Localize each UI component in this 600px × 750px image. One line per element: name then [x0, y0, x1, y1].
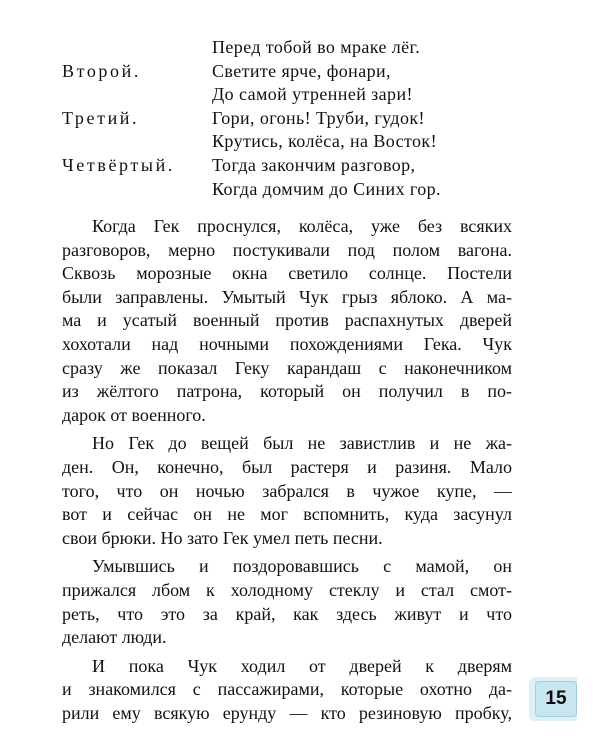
- text-line: рили ему всякую ерунду — кто резиновую пробку,: [62, 702, 512, 723]
- text-line: сразу же показал Геку карандаш с наконечником: [62, 357, 512, 378]
- verse-line: Крутись, колёса, на Восток!: [212, 131, 437, 152]
- paragraph-1: [62, 215, 512, 427]
- text-line: делают люди.: [62, 627, 167, 648]
- verse-row: [62, 60, 542, 84]
- verse-speaker: [62, 83, 212, 107]
- text-line: разговоров, мерно постукивали под полом вагона.: [62, 239, 512, 260]
- verse-row: [62, 83, 542, 107]
- verse-block: [62, 36, 542, 201]
- verse-line: Гори, огонь! Труби, гудок!: [212, 107, 425, 128]
- text-line: прижался лбом к холодному стеклу и стал смот-: [62, 579, 512, 600]
- text-line: хохотали над ночными похождениями Гека. Чук: [62, 333, 512, 354]
- verse-line: Тогда закончим разговор,: [212, 154, 416, 175]
- text-line: из жёлтого патрона, который он получил в по-: [62, 381, 512, 402]
- verse-speaker: [62, 178, 212, 202]
- paragraph-3: [62, 555, 512, 649]
- verse-line: Светите ярче, фонари,: [212, 60, 391, 81]
- text-line: были заправлены. Умытый Чук грыз яблоко. А ма-: [62, 286, 512, 307]
- text-line: реть, что это за край, как здесь живут и что: [62, 603, 512, 624]
- paragraph-4: [62, 655, 512, 726]
- text-line: и знакомился с пассажирами, которые охотно да-: [62, 679, 512, 700]
- verse-line: Перед тобой во мраке лёг.: [212, 37, 421, 57]
- verse-speaker: [62, 36, 212, 60]
- text-line: Умывшись и поздоровавшись с мамой, он: [92, 556, 512, 577]
- verse-row: [62, 130, 542, 154]
- text-line: Сквозь морозные окна светило солнце. Постели: [62, 263, 512, 284]
- text-line: Но Гек до вещей был не завистлив и не жа-: [92, 433, 512, 454]
- verse-row: [62, 178, 542, 202]
- verse-line: До самой утренней зари!: [212, 84, 413, 105]
- text-line: того, что он ночью забрался в чужое купе, —: [62, 480, 512, 501]
- text-line: ден. Он, конечно, был растеря и разиня. Мало: [62, 456, 512, 477]
- text-line: ма и усатый военный против распахнутых дверей: [62, 310, 512, 331]
- verse-row: [62, 154, 542, 178]
- text-line: свои брюки. Но зато Гек умел петь песни.: [62, 527, 383, 548]
- verse-row: [62, 107, 542, 131]
- text-line: И пока Чук ходил от дверей к дверям: [92, 655, 512, 676]
- verse-speaker: [62, 130, 212, 154]
- paragraph-2: [62, 432, 512, 550]
- page-number-box: [535, 681, 577, 717]
- verse-row: [62, 36, 542, 60]
- page-number: 15: [545, 688, 567, 709]
- text-line: вот и сейчас он не мог вспомнить, куда засунул: [62, 504, 512, 525]
- verse-line: Когда домчим до Синих гор.: [212, 178, 441, 199]
- verse-speaker: Четвёртый.: [62, 154, 175, 175]
- page-number-badge: [529, 677, 577, 721]
- verse-speaker: Второй.: [62, 60, 141, 81]
- verse-speaker: Третий.: [62, 107, 140, 128]
- prose-block: [62, 215, 512, 730]
- text-line: дарок от военного.: [62, 404, 206, 425]
- text-line: Когда Гек проснулся, колёса, уже без всяких: [92, 216, 512, 236]
